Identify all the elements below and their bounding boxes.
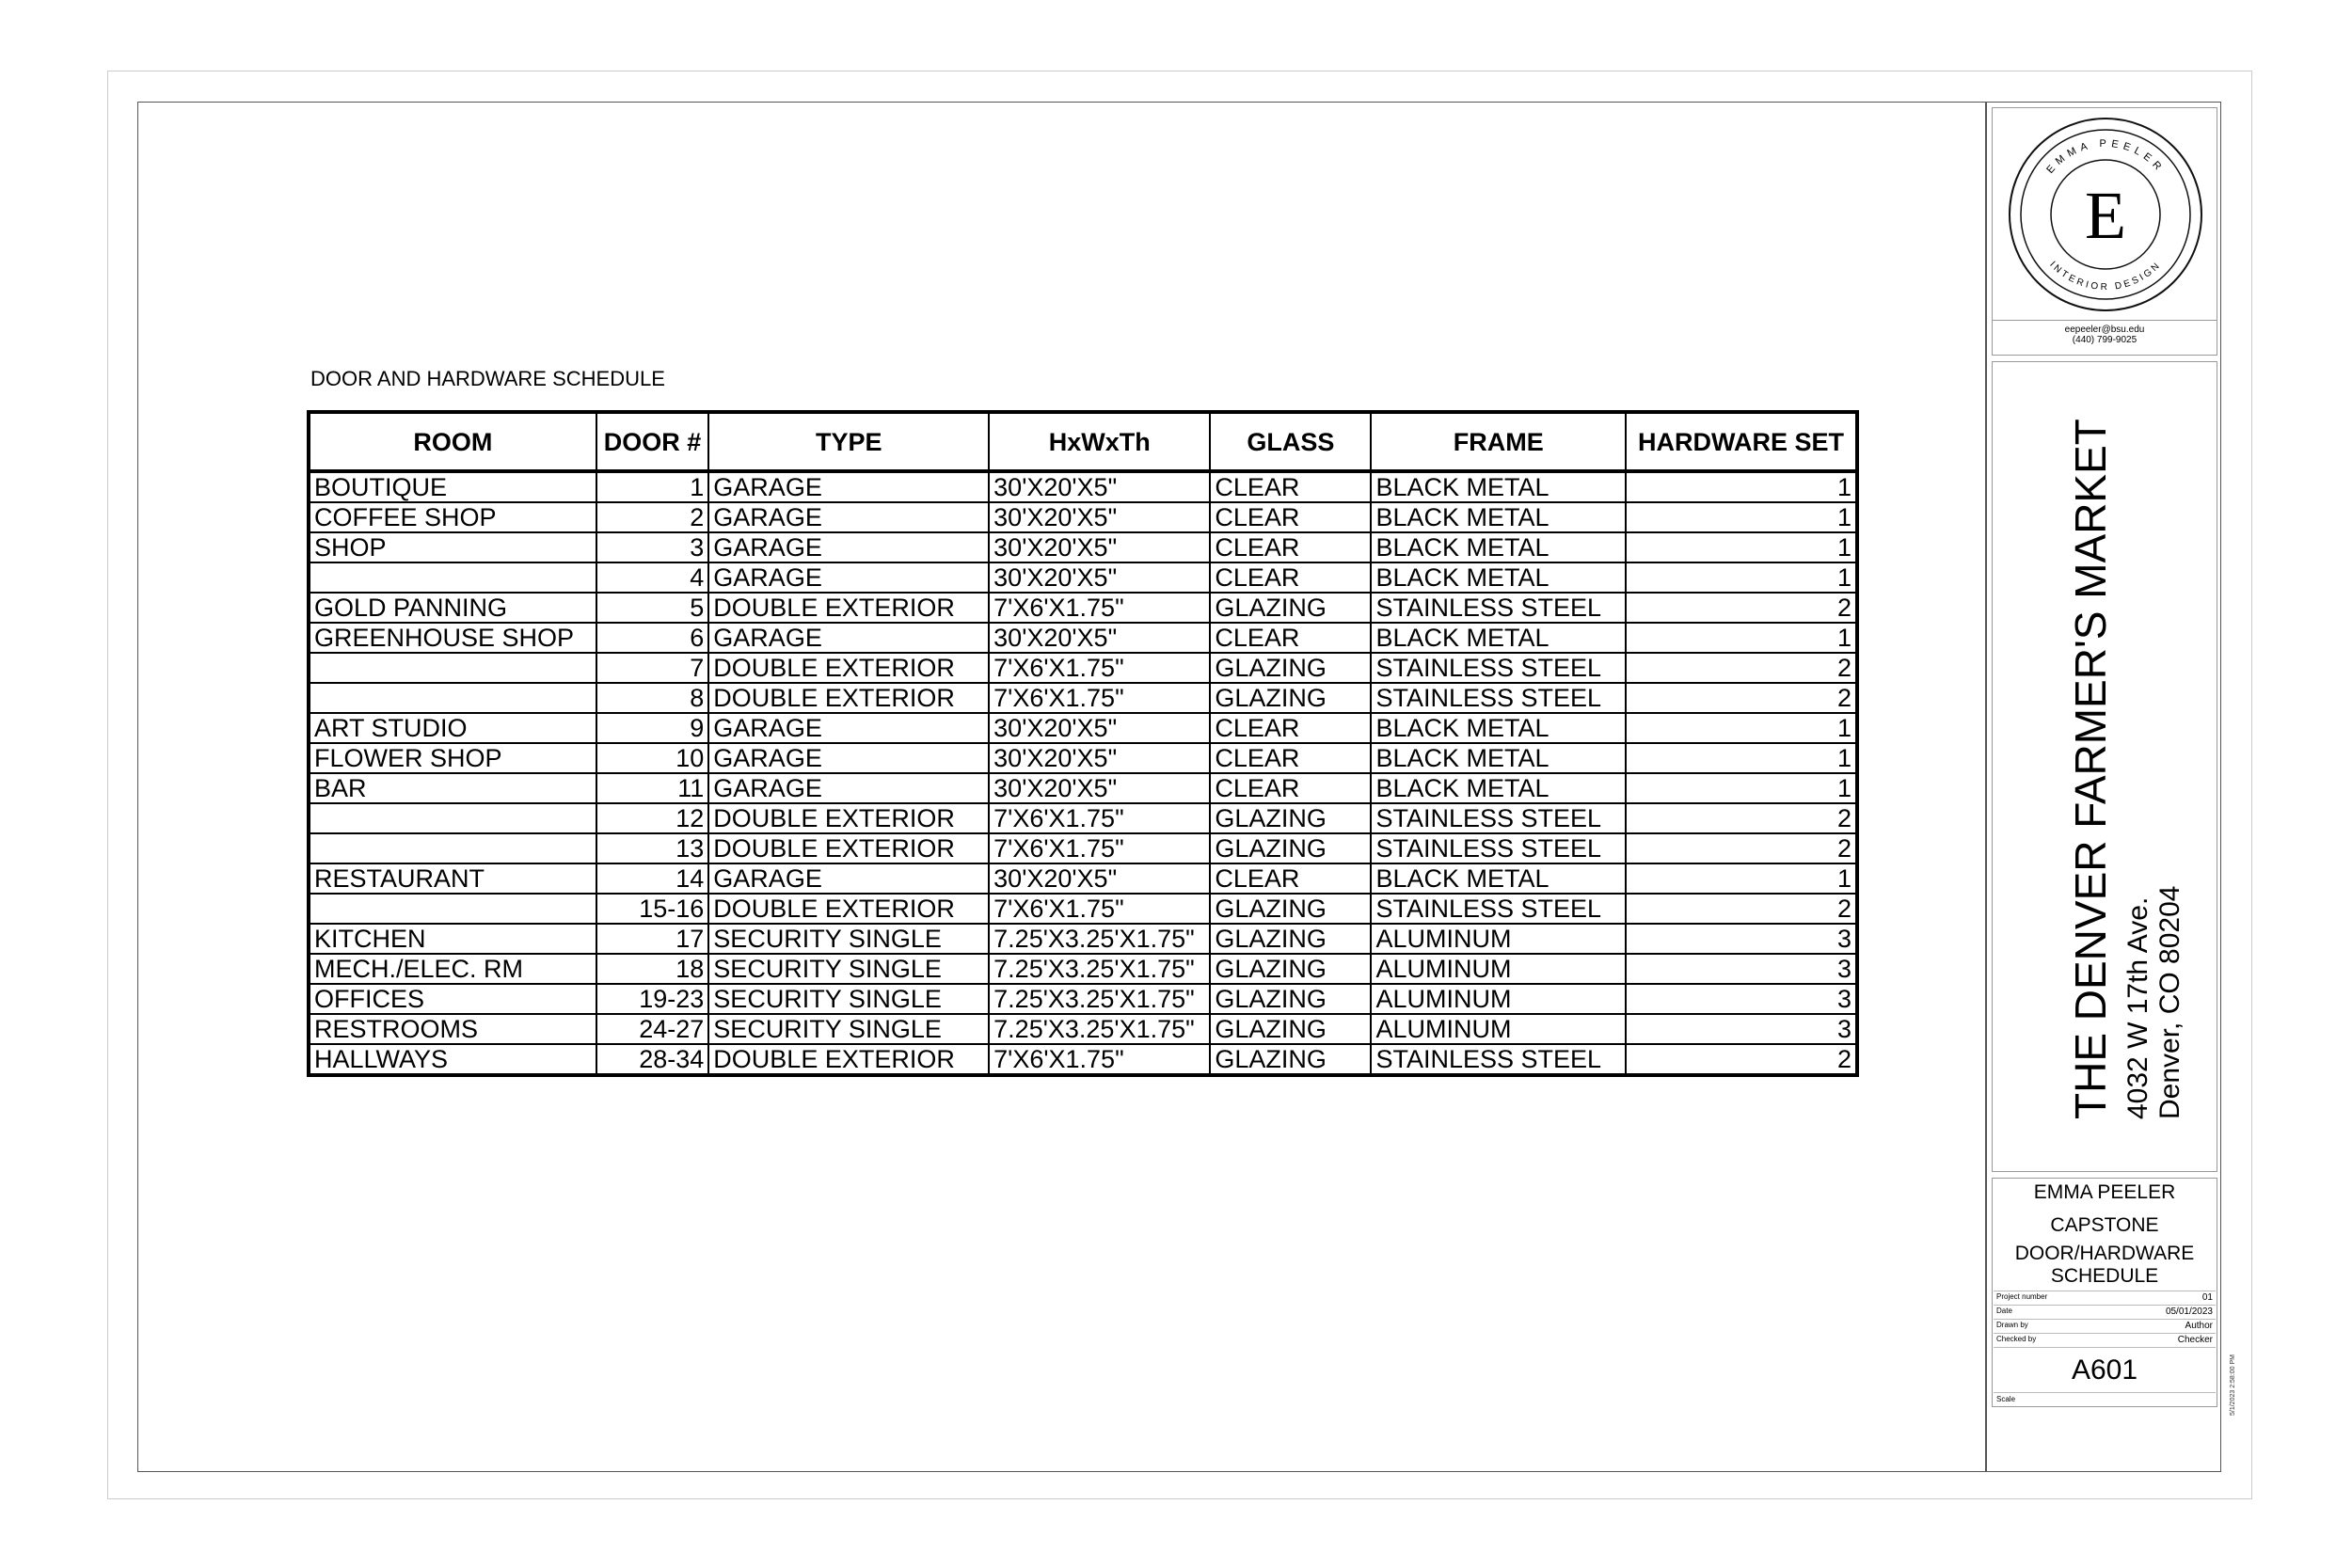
- meta-value: 01: [2201, 1292, 2213, 1303]
- cell-door-number: 9: [596, 713, 709, 743]
- divider-line: [1994, 1347, 2216, 1348]
- cell-dimensions: 7'X6'X1.75": [989, 833, 1210, 863]
- table-row: [309, 833, 1857, 863]
- table-row: [309, 471, 1857, 502]
- cell-frame: BLACK METAL: [1371, 713, 1626, 743]
- svg-text:EMMA PEELER: [2044, 138, 2166, 176]
- table-body: [309, 471, 1857, 1075]
- cell-door-number: 17: [596, 924, 709, 954]
- cell-glass: GLAZING: [1210, 683, 1371, 713]
- cell-type: GARAGE: [708, 863, 989, 894]
- meta-row-checked-by: [1996, 1335, 2213, 1345]
- cell-frame: BLACK METAL: [1371, 471, 1626, 502]
- course-name: CAPSTONE: [2050, 1214, 2159, 1236]
- cell-door-number: 12: [596, 803, 709, 833]
- meta-value: Author: [2185, 1321, 2213, 1331]
- header-glass: GLASS: [1210, 412, 1371, 471]
- cell-type: GARAGE: [708, 743, 989, 773]
- cell-hardware-set: 1: [1626, 562, 1857, 593]
- table-row: [309, 502, 1857, 532]
- logo-letter: E: [2085, 178, 2126, 253]
- cell-glass: GLAZING: [1210, 1044, 1371, 1075]
- svg-text:INTERIOR DESIGN: [2047, 260, 2163, 293]
- cell-type: GARAGE: [708, 773, 989, 803]
- cell-type: SECURITY SINGLE: [708, 984, 989, 1014]
- cell-hardware-set: 3: [1626, 1014, 1857, 1044]
- meta-label: Drawn by: [1996, 1321, 2028, 1329]
- cell-glass: CLEAR: [1210, 743, 1371, 773]
- cell-frame: STAINLESS STEEL: [1371, 803, 1626, 833]
- cell-type: GARAGE: [708, 532, 989, 562]
- cell-door-number: 4: [596, 562, 709, 593]
- cell-dimensions: 7.25'X3.25'X1.75": [989, 954, 1210, 984]
- cell-frame: BLACK METAL: [1371, 502, 1626, 532]
- cell-room: SHOP: [309, 532, 596, 562]
- cell-room: GREENHOUSE SHOP: [309, 623, 596, 653]
- meta-value: 05/01/2023: [2165, 1307, 2213, 1317]
- cell-door-number: 2: [596, 502, 709, 532]
- table-row: [309, 863, 1857, 894]
- table-row: [309, 562, 1857, 593]
- cell-room: HALLWAYS: [309, 1044, 596, 1075]
- cell-room: RESTAURANT: [309, 863, 596, 894]
- cell-room: COFFEE SHOP: [309, 502, 596, 532]
- table-row: [309, 954, 1857, 984]
- table-row: [309, 803, 1857, 833]
- project-name: THE DENVER FARMER'S MARKET: [2066, 419, 2115, 1119]
- cell-frame: BLACK METAL: [1371, 532, 1626, 562]
- table-row: [309, 532, 1857, 562]
- cell-dimensions: 30'X20'X5": [989, 863, 1210, 894]
- cell-door-number: 19-23: [596, 984, 709, 1014]
- scale-label: Scale: [1996, 1395, 2016, 1403]
- cell-glass: GLAZING: [1210, 894, 1371, 924]
- header-dimensions: HxWxTh: [989, 412, 1210, 471]
- cell-frame: BLACK METAL: [1371, 863, 1626, 894]
- cell-dimensions: 7'X6'X1.75": [989, 803, 1210, 833]
- table-header-row: [309, 412, 1857, 471]
- cell-frame: ALUMINUM: [1371, 1014, 1626, 1044]
- cell-glass: CLEAR: [1210, 623, 1371, 653]
- cell-room: [309, 562, 596, 593]
- meta-label: Date: [1996, 1307, 2012, 1315]
- door-hardware-schedule-table: [307, 410, 1859, 1077]
- cell-glass: CLEAR: [1210, 502, 1371, 532]
- meta-row-project-number: [1996, 1292, 2213, 1303]
- cell-hardware-set: 1: [1626, 713, 1857, 743]
- cell-door-number: 7: [596, 653, 709, 683]
- cell-frame: STAINLESS STEEL: [1371, 894, 1626, 924]
- cell-room: ART STUDIO: [309, 713, 596, 743]
- cell-glass: CLEAR: [1210, 562, 1371, 593]
- logo-bottom-text: INTERIOR DESIGN: [2047, 259, 2164, 293]
- project-address: [2122, 886, 2186, 1119]
- cell-type: DOUBLE EXTERIOR: [708, 803, 989, 833]
- cell-dimensions: 7.25'X3.25'X1.75": [989, 924, 1210, 954]
- cell-type: GARAGE: [708, 713, 989, 743]
- cell-frame: ALUMINUM: [1371, 984, 1626, 1014]
- cell-dimensions: 30'X20'X5": [989, 623, 1210, 653]
- cell-glass: GLAZING: [1210, 1014, 1371, 1044]
- cell-room: [309, 833, 596, 863]
- cell-type: DOUBLE EXTERIOR: [708, 833, 989, 863]
- cell-door-number: 11: [596, 773, 709, 803]
- cell-dimensions: 7'X6'X1.75": [989, 683, 1210, 713]
- cell-glass: GLAZING: [1210, 954, 1371, 984]
- cell-room: [309, 894, 596, 924]
- cell-dimensions: 30'X20'X5": [989, 562, 1210, 593]
- cell-glass: CLEAR: [1210, 773, 1371, 803]
- cell-door-number: 1: [596, 471, 709, 502]
- cell-door-number: 13: [596, 833, 709, 863]
- cell-dimensions: 30'X20'X5": [989, 502, 1210, 532]
- address-line-2: Denver, CO 80204: [2154, 885, 2185, 1119]
- address-line-1: 4032 W 17th Ave.: [2122, 896, 2153, 1119]
- cell-hardware-set: 3: [1626, 924, 1857, 954]
- cell-glass: GLAZING: [1210, 803, 1371, 833]
- schedule-title: DOOR AND HARDWARE SCHEDULE: [310, 367, 665, 390]
- cell-room: RESTROOMS: [309, 1014, 596, 1044]
- cell-glass: GLAZING: [1210, 984, 1371, 1014]
- cell-type: GARAGE: [708, 471, 989, 502]
- contact-email: eepeeler@bsu.edu: [2064, 325, 2145, 335]
- cell-hardware-set: 2: [1626, 803, 1857, 833]
- header-door-number: DOOR #: [596, 412, 709, 471]
- cell-hardware-set: 2: [1626, 833, 1857, 863]
- cell-door-number: 18: [596, 954, 709, 984]
- table-row: [309, 924, 1857, 954]
- cell-room: [309, 803, 596, 833]
- cell-type: GARAGE: [708, 562, 989, 593]
- table-row: [309, 593, 1857, 623]
- cell-hardware-set: 1: [1626, 532, 1857, 562]
- cell-glass: CLEAR: [1210, 471, 1371, 502]
- cell-room: MECH./ELEC. RM: [309, 954, 596, 984]
- table-row: [309, 653, 1857, 683]
- cell-hardware-set: 2: [1626, 1044, 1857, 1075]
- cell-dimensions: 30'X20'X5": [989, 713, 1210, 743]
- meta-row-date: [1996, 1307, 2213, 1317]
- cell-type: SECURITY SINGLE: [708, 924, 989, 954]
- cell-frame: BLACK METAL: [1371, 623, 1626, 653]
- contact-info: [1992, 325, 2217, 345]
- cell-frame: BLACK METAL: [1371, 773, 1626, 803]
- cell-dimensions: 30'X20'X5": [989, 471, 1210, 502]
- cell-type: DOUBLE EXTERIOR: [708, 894, 989, 924]
- cell-glass: CLEAR: [1210, 713, 1371, 743]
- cell-dimensions: 30'X20'X5": [989, 773, 1210, 803]
- cell-frame: BLACK METAL: [1371, 562, 1626, 593]
- cell-hardware-set: 2: [1626, 653, 1857, 683]
- cell-frame: ALUMINUM: [1371, 924, 1626, 954]
- header-frame: FRAME: [1371, 412, 1626, 471]
- cell-dimensions: 7.25'X3.25'X1.75": [989, 984, 1210, 1014]
- logo-divider: [1992, 320, 2217, 321]
- cell-hardware-set: 1: [1626, 471, 1857, 502]
- cell-type: SECURITY SINGLE: [708, 1014, 989, 1044]
- meta-row-drawn-by: [1996, 1321, 2213, 1331]
- cell-door-number: 3: [596, 532, 709, 562]
- cell-room: KITCHEN: [309, 924, 596, 954]
- table-row: [309, 713, 1857, 743]
- header-room: ROOM: [309, 412, 596, 471]
- table-row: [309, 773, 1857, 803]
- cell-room: BOUTIQUE: [309, 471, 596, 502]
- cell-glass: CLEAR: [1210, 863, 1371, 894]
- sheet-number: A601: [2071, 1354, 2138, 1386]
- table-row: [309, 894, 1857, 924]
- cell-glass: GLAZING: [1210, 593, 1371, 623]
- cell-frame: STAINLESS STEEL: [1371, 683, 1626, 713]
- cell-hardware-set: 3: [1626, 954, 1857, 984]
- cell-frame: BLACK METAL: [1371, 743, 1626, 773]
- divider-line: [1994, 1319, 2216, 1320]
- cell-hardware-set: 1: [1626, 743, 1857, 773]
- cell-door-number: 10: [596, 743, 709, 773]
- cell-hardware-set: 1: [1626, 773, 1857, 803]
- cell-door-number: 24-27: [596, 1014, 709, 1044]
- cell-dimensions: 7'X6'X1.75": [989, 894, 1210, 924]
- cell-hardware-set: 2: [1626, 683, 1857, 713]
- meta-label: Checked by: [1996, 1335, 2037, 1343]
- divider-line: [1994, 1392, 2216, 1393]
- cell-glass: CLEAR: [1210, 532, 1371, 562]
- cell-glass: GLAZING: [1210, 653, 1371, 683]
- cell-door-number: 15-16: [596, 894, 709, 924]
- cell-type: DOUBLE EXTERIOR: [708, 683, 989, 713]
- table-row: [309, 984, 1857, 1014]
- cell-dimensions: 7'X6'X1.75": [989, 593, 1210, 623]
- meta-value: Checker: [2177, 1335, 2213, 1345]
- logo-top-text: EMMA PEELER: [2044, 137, 2167, 176]
- table-row: [309, 743, 1857, 773]
- table-row: [309, 1014, 1857, 1044]
- cell-door-number: 8: [596, 683, 709, 713]
- logo-box: [1992, 107, 2217, 356]
- cell-dimensions: 7.25'X3.25'X1.75": [989, 1014, 1210, 1044]
- title-block-divider: [1985, 102, 1987, 1472]
- table-row: [309, 1044, 1857, 1075]
- header-type: TYPE: [708, 412, 989, 471]
- cell-hardware-set: 2: [1626, 894, 1857, 924]
- cell-hardware-set: 1: [1626, 623, 1857, 653]
- designer-name: EMMA PEELER: [2033, 1181, 2176, 1203]
- cell-hardware-set: 3: [1626, 984, 1857, 1014]
- cell-door-number: 6: [596, 623, 709, 653]
- contact-phone: (440) 799-9025: [2072, 335, 2137, 345]
- cell-dimensions: 7'X6'X1.75": [989, 1044, 1210, 1075]
- header-hardware-set: HARDWARE SET: [1626, 412, 1857, 471]
- cell-dimensions: 30'X20'X5": [989, 743, 1210, 773]
- cell-hardware-set: 2: [1626, 593, 1857, 623]
- cell-type: SECURITY SINGLE: [708, 954, 989, 984]
- cell-type: GARAGE: [708, 502, 989, 532]
- cell-room: [309, 653, 596, 683]
- cell-frame: STAINLESS STEEL: [1371, 833, 1626, 863]
- meta-label: Project number: [1996, 1292, 2048, 1301]
- cell-dimensions: 30'X20'X5": [989, 532, 1210, 562]
- cell-room: FLOWER SHOP: [309, 743, 596, 773]
- cell-type: DOUBLE EXTERIOR: [708, 1044, 989, 1075]
- cell-frame: STAINLESS STEEL: [1371, 653, 1626, 683]
- cell-hardware-set: 1: [1626, 863, 1857, 894]
- sheet-title: DOOR/HARDWARE SCHEDULE: [2014, 1243, 2195, 1287]
- cell-frame: ALUMINUM: [1371, 954, 1626, 984]
- divider-line: [1994, 1333, 2216, 1334]
- cell-room: BAR: [309, 773, 596, 803]
- cell-room: OFFICES: [309, 984, 596, 1014]
- cell-type: GARAGE: [708, 623, 989, 653]
- cell-type: DOUBLE EXTERIOR: [708, 653, 989, 683]
- cell-frame: STAINLESS STEEL: [1371, 1044, 1626, 1075]
- table-row: [309, 683, 1857, 713]
- cell-hardware-set: 1: [1626, 502, 1857, 532]
- table-row: [309, 623, 1857, 653]
- cell-frame: STAINLESS STEEL: [1371, 593, 1626, 623]
- cell-room: [309, 683, 596, 713]
- divider-line: [1994, 1305, 2216, 1306]
- cell-type: DOUBLE EXTERIOR: [708, 593, 989, 623]
- cell-door-number: 5: [596, 593, 709, 623]
- cell-dimensions: 7'X6'X1.75": [989, 653, 1210, 683]
- print-timestamp: 5/1/2023 2:58:00 PM: [2230, 1354, 2236, 1416]
- cell-door-number: 14: [596, 863, 709, 894]
- cell-room: GOLD PANNING: [309, 593, 596, 623]
- cell-door-number: 28-34: [596, 1044, 709, 1075]
- cell-glass: GLAZING: [1210, 833, 1371, 863]
- cell-glass: GLAZING: [1210, 924, 1371, 954]
- designer-logo: [1993, 108, 2218, 321]
